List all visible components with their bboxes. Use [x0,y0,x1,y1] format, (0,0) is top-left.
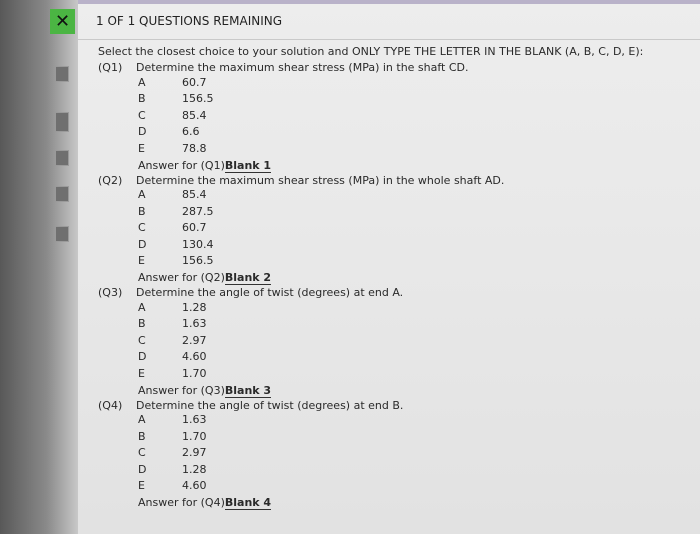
question-block [98,399,690,512]
option-value: 1.70 [182,429,207,443]
answer-blank[interactable]: Blank 2 [224,271,272,284]
option-letter: A [138,413,146,427]
option-value: 156.5 [182,92,214,106]
progress-strip [78,0,700,4]
option-row [98,203,690,220]
option-value: 287.5 [182,204,214,218]
option-row [98,445,690,462]
question-text: Determine the maximum shear stress (MPa) in the shaft CD. [136,61,469,74]
option-letter: B [138,429,146,443]
option-value: 85.4 [182,188,207,202]
option-letter: D [138,350,147,364]
option-letter: D [138,237,147,251]
question-list [98,45,690,511]
question-text: Determine the angle of twist (degrees) at end B. [136,398,404,412]
answer-blank[interactable]: Blank 1 [224,158,272,172]
option-letter: B [138,317,146,331]
option-row [98,124,690,141]
option-letter: C [138,108,146,122]
option-row [98,107,690,124]
option-value: 2.97 [182,333,207,347]
option-letter: E [138,366,145,380]
option-row [98,428,690,445]
toolbar-icon[interactable] [55,150,69,166]
option-letter: C [138,446,146,460]
option-letter: D [138,462,147,476]
option-letter: E [138,141,145,155]
answer-line [138,157,690,174]
question-number: (Q2) [98,173,123,187]
question-text: Determine the maximum shear stress (MPa) in the whole shaft AD. [136,173,505,187]
question-text: Determine the angle of twist (degrees) at end A. [136,286,404,299]
option-value: 60.7 [182,75,207,89]
option-row [98,478,690,495]
option-letter: C [138,221,146,235]
option-value: 1.28 [182,300,207,314]
option-value: 1.28 [182,462,207,476]
question-block [98,174,690,287]
option-letter: A [138,75,146,89]
option-letter: B [138,92,146,106]
option-letter: E [138,479,145,493]
toolbar-icon[interactable] [55,226,69,242]
option-letter: D [138,125,147,139]
answer-label: Answer for (Q1) [138,158,225,172]
option-value: 60.7 [182,221,207,235]
answer-blank[interactable]: Blank 4 [224,496,272,509]
question-number: (Q1) [98,61,123,74]
option-row [98,316,690,333]
instructions: Select the closest choice to your solution and ONLY TYPE THE LETTER IN THE BLANK (A, B, C, D, E): [98,45,644,58]
option-row [98,332,690,349]
answer-line [138,269,690,286]
option-value: 130.4 [182,237,214,251]
option-letter: C [138,333,146,347]
option-letter: A [138,300,146,314]
answer-label: Answer for (Q2) [138,271,225,284]
option-row [98,299,690,316]
answer-line [138,494,690,511]
option-row [98,91,690,108]
option-value: 6.6 [182,125,200,139]
option-row [98,349,690,366]
question-block [98,286,690,399]
questions-remaining: 1 OF 1 QUESTIONS REMAINING [96,14,283,28]
toolbar-icon[interactable] [55,66,69,82]
option-row [98,74,690,91]
option-letter: E [138,254,145,268]
option-row [98,412,690,429]
option-letter: B [138,204,146,218]
toolbar-icon[interactable] [55,186,69,202]
answer-label: Answer for (Q4) [138,496,225,509]
option-row [98,461,690,478]
close-button[interactable] [50,9,75,34]
answer-line [138,382,690,399]
option-row [98,140,690,157]
option-value: 2.97 [182,446,207,460]
option-value: 1.63 [182,413,207,427]
question-number: (Q4) [98,398,123,412]
option-row [98,220,690,237]
option-row [98,187,690,204]
option-value: 4.60 [182,350,207,364]
divider [78,39,700,40]
left-toolbar [0,0,78,534]
close-icon: ✕ [54,11,71,32]
option-value: 78.8 [182,141,207,155]
toolbar-icon[interactable] [55,112,69,132]
option-value: 4.60 [182,479,207,493]
answer-blank[interactable]: Blank 3 [224,383,272,397]
option-value: 1.63 [182,317,207,331]
option-letter: A [138,188,146,202]
option-row [98,253,690,270]
option-value: 85.4 [182,108,207,122]
option-row [98,365,690,382]
question-number: (Q3) [98,286,123,299]
answer-label: Answer for (Q3) [138,383,225,397]
option-row [98,236,690,253]
option-value: 1.70 [182,366,207,380]
option-value: 156.5 [182,254,214,268]
question-block [98,61,690,174]
